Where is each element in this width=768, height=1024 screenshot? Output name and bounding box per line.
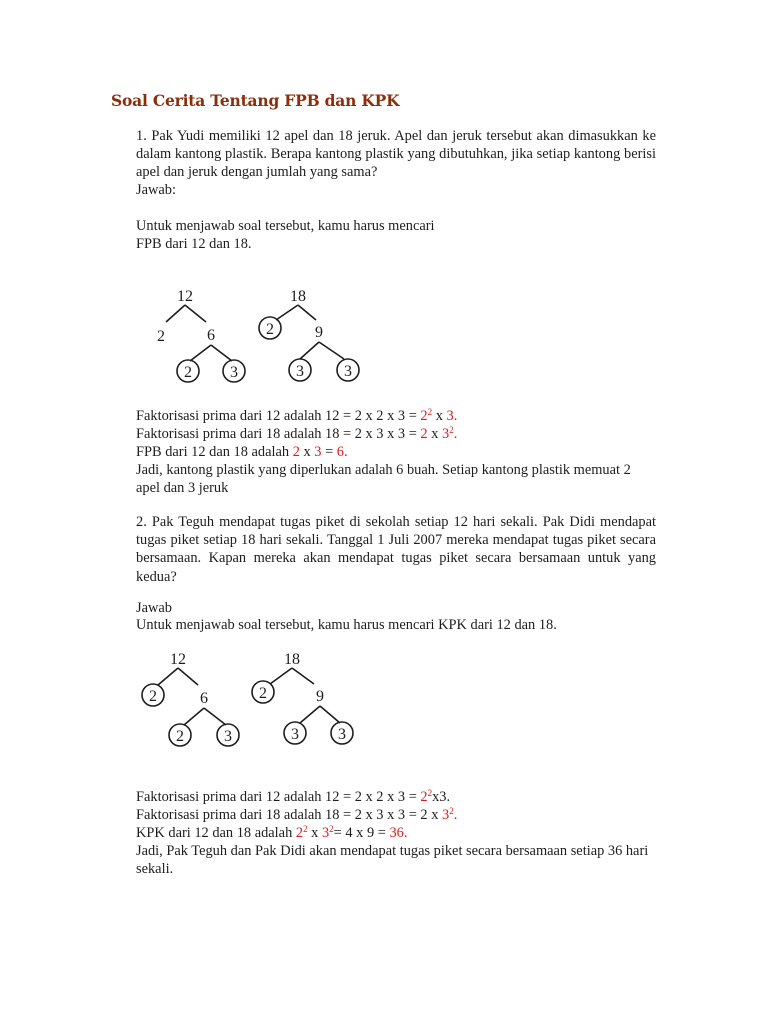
factor-tree-18-q2: [248, 647, 360, 749]
factor-tree-12-q1: [148, 284, 248, 384]
tree-node: 9: [316, 688, 324, 705]
tree-leaf: 3: [296, 363, 304, 380]
intro-2: Untuk menjawab soal tersebut, kamu harus mencari KPK dari 12 dan 18.: [136, 617, 557, 633]
page-title: Soal Cerita Tentang FPB dan KPK: [111, 91, 400, 110]
tree-node: 2: [157, 328, 165, 345]
tree-leaf: 3: [224, 728, 232, 745]
kpk-result: KPK dari 12 dan 18 adalah $2^2$ x $3^2= 4$ x 9 = 36.: [136, 824, 408, 841]
intro-1-line-2: FPB dari 12 dan 18.: [136, 236, 252, 252]
tree-node: 6: [200, 690, 208, 707]
tree-node: 2: [149, 688, 157, 705]
answer-label-2: Jawab: [136, 600, 172, 616]
conclusion-2: Jadi, Pak Teguh dan Pak Didi akan mendapat tugas piket secara bersamaan setiap 36 hari sekali.: [136, 843, 649, 878]
tree-leaf: 2: [176, 728, 184, 745]
fpb-result: FPB dari 12 dan 18 adalah 2 x 3 = 6.: [136, 444, 348, 460]
intro-1-line-1: Untuk menjawab soal tersebut, kamu harus mencari: [136, 218, 435, 234]
tree-root: 12: [177, 288, 193, 305]
factorization-18-q2: Faktorisasi prima dari 18 adalah 18 = 2 x 3 x 3 = 2 x $3^2$.: [136, 806, 458, 823]
tree-leaf: 2: [184, 364, 192, 381]
conclusion-1: Jadi, kantong plastik yang diperlukan adalah 6 buah. Setiap kantong plastik memuat 2 apel dan 3 jeruk: [136, 462, 631, 497]
question-1: 1. Pak Yudi memiliki 12 apel dan 18 jeruk. Apel dan jeruk tersebut akan dimasukkan ke dalam kantong plastik. Berapa kantong plastik yang dibutuhkan, jika setiap kantong berisi apel dan jeruk dengan jumlah yang sama?: [136, 128, 656, 181]
tree-leaf: 3: [338, 726, 346, 743]
tree-leaf: 3: [230, 364, 238, 381]
factorization-12-q2: Faktorisasi prima dari 12 adalah 12 = 2 x 2 x $3 = 2^2x3$.: [136, 788, 451, 805]
tree-node: 2: [259, 685, 267, 702]
answer-label-1: Jawab:: [136, 182, 176, 198]
question-2: 2. Pak Teguh mendapat tugas piket di sekolah setiap 12 hari sekali. Pak Didi mendapat tugas piket setiap 18 hari sekali. Tanggal 1 Juli 2007 mereka mendapat tugas piket secara bersamaan. Kapan mereka akan mendapat tugas piket secara bersamaan untuk yang kedua?: [136, 514, 656, 585]
tree-node: 2: [266, 321, 274, 338]
factorization-12-q1: Faktorisasi prima dari 12 adalah 12 = 2 x 2 x $3 = 2^2$ x 3.: [136, 407, 458, 424]
factor-tree-12-q2: [134, 647, 246, 749]
factor-tree-18-q1: [256, 284, 368, 384]
tree-node: 9: [315, 324, 323, 341]
tree-root: 18: [290, 288, 306, 305]
tree-leaf: 3: [344, 363, 352, 380]
tree-root: 18: [284, 651, 300, 668]
tree-root: 12: [170, 651, 186, 668]
tree-leaf: 3: [291, 726, 299, 743]
factorization-18-q1: Faktorisasi prima dari 18 adalah 18 = 2 x 3 x 3 = 2 x $3^2$.: [136, 425, 458, 442]
tree-node: 6: [207, 327, 215, 344]
